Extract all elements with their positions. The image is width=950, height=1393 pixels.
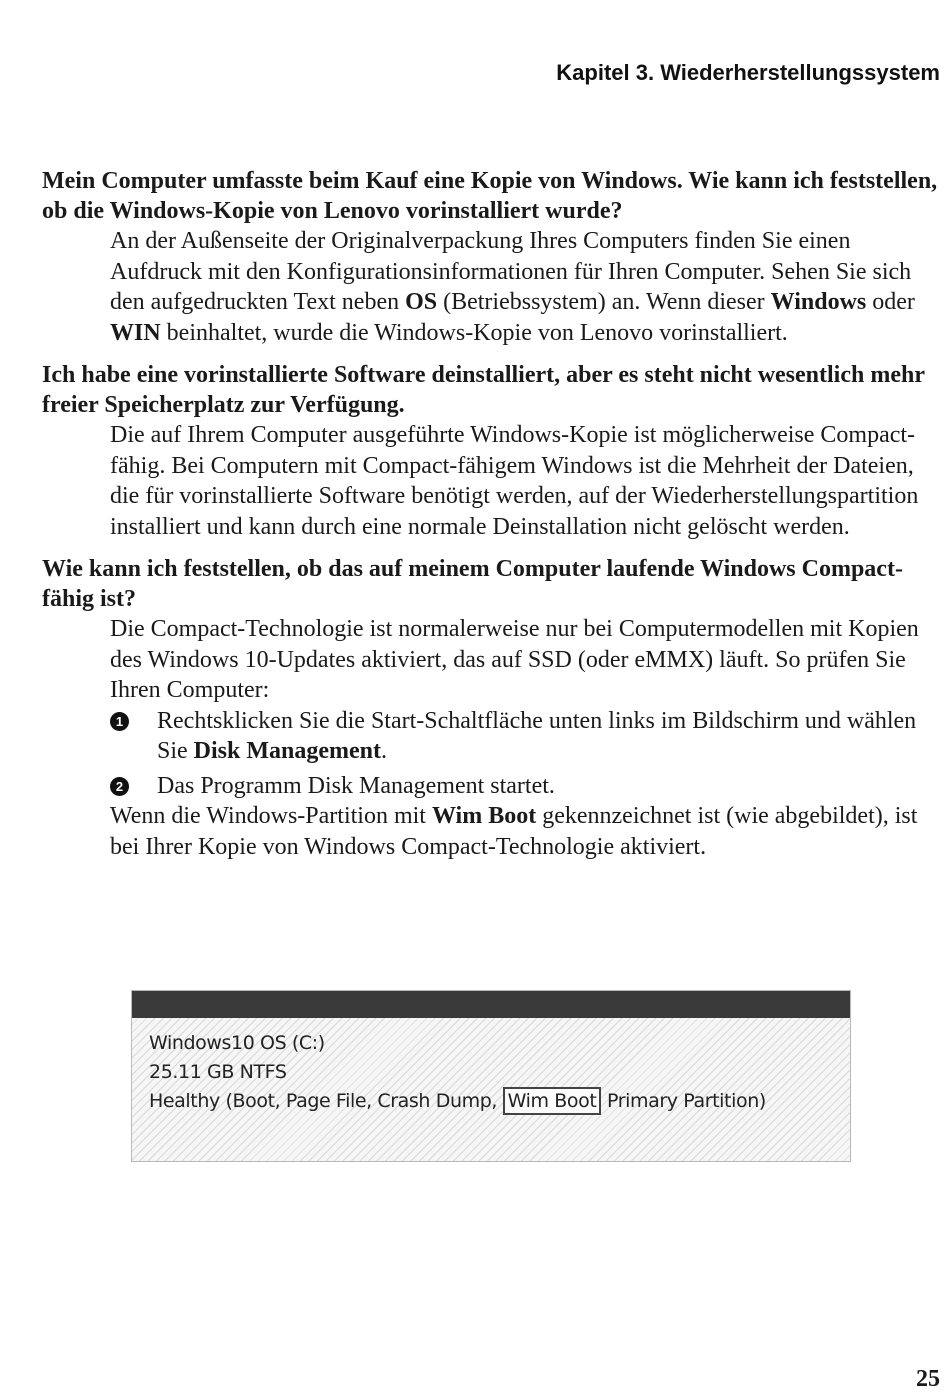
- step-item: [110, 706, 938, 767]
- step-item: [110, 771, 938, 802]
- step-text: Das Programm Disk Management startet.: [157, 772, 555, 799]
- wimboot-highlight: Wim Boot: [503, 1087, 602, 1115]
- answer-text: gekennzeichnet ist (wie abgebildet), ist bei Ihrer Kopie von Windows Compact-Technologie aktiviert.: [110, 803, 918, 860]
- page-number: 25: [916, 1366, 940, 1392]
- answer-text: Wenn die Windows-Partition mit: [110, 803, 432, 829]
- chapter-header: Kapitel 3. Wiederherstellungssystem: [556, 60, 940, 85]
- answer-bold-wimboot: Wim Boot: [431, 803, 537, 829]
- step-number-badge: 1: [110, 712, 129, 731]
- faq-item-storage: [42, 360, 938, 542]
- answer-text: Die auf Ihrem Computer ausgeführte Windows-Kopie ist möglicherweise Compact-fähig. Bei Computern mit Compact-fähigem Windows ist die Mehrheit der Dateien, die für vorinstallierte Software benötigt werden, auf der Wiederherstellungspartition installiert und kann durch eine normale Deinstallation nicht gelöscht werden.: [110, 422, 919, 540]
- partition-info: [132, 1018, 850, 1116]
- answer-bold-win: WIN: [110, 319, 161, 346]
- volume-status: [149, 1087, 850, 1116]
- answer-text: oder: [866, 289, 915, 315]
- step-text: Rechtsklicken Sie die Start-Schaltfläche unten links im Bildschirm und wählen Sie: [157, 707, 917, 764]
- step-bold-text: Disk Management: [193, 738, 381, 764]
- status-suffix: Primary Partition): [601, 1090, 766, 1112]
- answer-intro: Die Compact-Technologie ist normalerweise nur bei Computermodellen mit Kopien des Windows 10-Updates aktiviert, das auf SSD (oder eMMX) läuft. So prüfen Sie Ihren Computer:: [110, 616, 919, 703]
- faq-item-compact: [42, 554, 938, 862]
- disk-management-screenshot: [131, 990, 851, 1162]
- faq-question: Mein Computer umfasste beim Kauf eine Kopie von Windows. Wie kann ich feststellen, ob die Windows-Kopie von Lenovo vorinstalliert wurde?: [42, 168, 938, 224]
- status-prefix: Healthy (Boot, Page File, Crash Dump,: [149, 1090, 503, 1112]
- faq-answer: [110, 614, 938, 862]
- answer-text: (Betriebssystem) an. Wenn dieser: [437, 289, 771, 315]
- volume-size: 25.11 GB NTFS: [149, 1061, 287, 1083]
- answer-text: An der Außenseite der Originalverpackung Ihres Computers finden Sie einen Aufdruck mit den Konfigurationsinformationen für Ihren Computer. Sehen Sie sich den aufgedruckten Text neben: [110, 228, 912, 315]
- faq-item-preinstalled: [42, 166, 938, 348]
- step-text: .: [381, 738, 387, 764]
- faq-question: Ich habe eine vorinstallierte Software deinstalliert, aber es steht nicht wesentlich mehr freier Speicherplatz zur Verfügung.: [42, 362, 925, 418]
- faq-question: Wie kann ich feststellen, ob das auf meinem Computer laufende Windows Compact-fähig ist?: [42, 556, 903, 612]
- volume-name: Windows10 OS (C:): [149, 1032, 325, 1054]
- faq-answer: [110, 226, 938, 348]
- faq-answer: [110, 420, 938, 542]
- step-number-badge: 2: [110, 777, 129, 796]
- faq-content: [42, 166, 938, 874]
- screenshot-title-bar: [132, 991, 850, 1018]
- answer-bold-windows: Windows: [770, 289, 867, 315]
- answer-bold-os: OS: [405, 289, 438, 315]
- answer-text: beinhaltet, wurde die Windows-Kopie von Lenovo vorinstalliert.: [160, 319, 788, 346]
